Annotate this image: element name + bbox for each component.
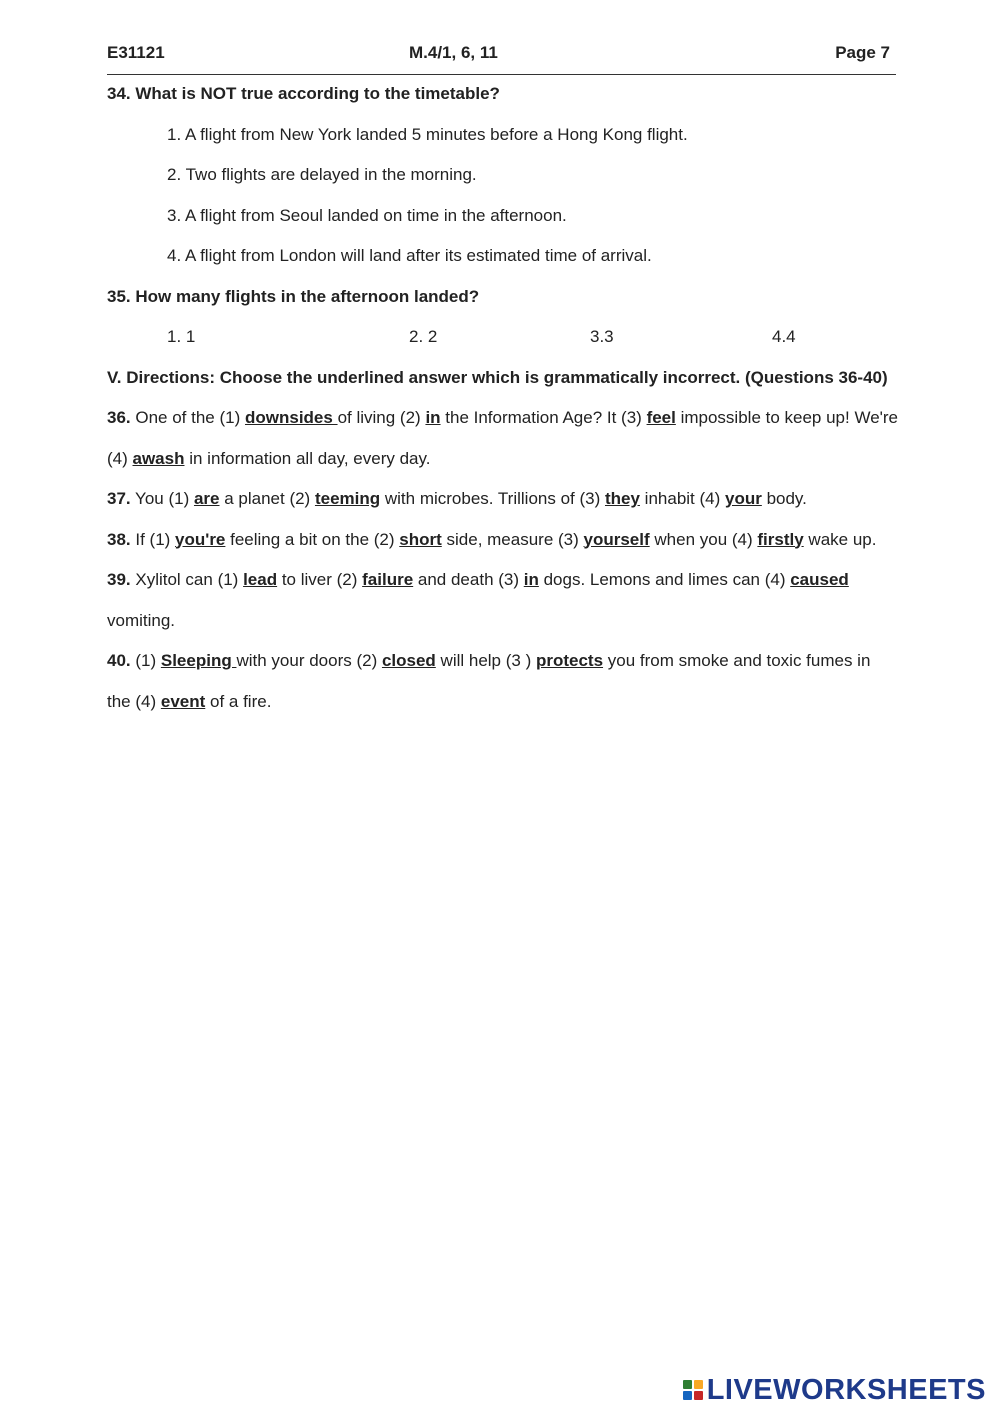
question-40-text-5: the (4) (107, 691, 161, 711)
question-40-text-1: (1) (130, 651, 161, 670)
question-37-text-5: body. (761, 489, 807, 508)
question-35-option-2: 2. 2 (409, 327, 438, 346)
question-39-line-1 (107, 566, 977, 607)
question-38-answer-1: you're (175, 529, 226, 549)
question-36-answer-2: in (425, 408, 441, 427)
question-36-line-1 (107, 404, 977, 445)
question-36-answer-4: awash (132, 448, 185, 468)
question-37-answer-3: they (604, 489, 640, 508)
logo-block-2 (694, 1380, 703, 1389)
question-39-number: 39. (107, 570, 131, 589)
page-header (107, 40, 896, 75)
question-34-option-4: 4. A flight from London will land after its estimated time of arrival. (167, 246, 652, 265)
question-38-text-2: feeling a bit on the (2) (225, 529, 400, 549)
section-5-directions: V. Directions: Choose the underlined answer which is grammatically incorrect. (Questions 36-40) (107, 367, 888, 387)
question-37 (107, 485, 977, 526)
brand-name: LIVEWORKSHEETS (706, 1373, 986, 1406)
question-37-text-4: inhabit (4) (639, 489, 725, 508)
question-39-answer-3: in (523, 570, 539, 589)
question-36-text-6: in information all day, every day. (184, 448, 431, 468)
logo-block-1 (683, 1380, 692, 1389)
question-34-option-2: 2. Two flights are delayed in the morning. (167, 165, 477, 184)
question-40-answer-4: event (160, 691, 206, 711)
question-37-answer-2: teeming (314, 489, 381, 508)
question-39-text-1: Xylitol can (1) (130, 570, 244, 589)
logo-blocks-icon (683, 1380, 703, 1400)
question-35-option-1: 1. 1 (167, 327, 196, 346)
question-38-answer-3: yourself (583, 529, 650, 549)
question-37-number: 37. (107, 489, 131, 508)
question-34-option-3: 3. A flight from Seoul landed on time in the afternoon. (167, 205, 567, 225)
question-37-text-3: with microbes. Trillions of (3) (380, 489, 605, 508)
question-38-text-3: side, measure (3) (441, 529, 584, 549)
question-38-number: 38. (107, 529, 131, 549)
question-39-answer-2: failure (362, 570, 414, 589)
page-number: Page 7 (835, 43, 890, 62)
question-38-text-1: If (1) (130, 529, 176, 549)
question-39-text-4: dogs. Lemons and limes can (4) (538, 570, 791, 589)
question-37-answer-4: your (725, 489, 762, 508)
question-40-text-3: will help (3 ) (435, 651, 536, 670)
logo-block-3 (683, 1391, 692, 1400)
question-38-answer-4: firstly (757, 529, 804, 549)
question-40-answer-1: Sleeping (160, 651, 237, 670)
logo-block-4 (694, 1391, 703, 1400)
question-40-number: 40. (107, 651, 131, 670)
question-39-text-2: to liver (2) (277, 570, 363, 589)
question-40-answer-3: protects (535, 651, 604, 670)
question-40-line-1 (107, 647, 977, 688)
class-list: M.4/1, 6, 11 (409, 43, 498, 62)
question-36-text-4: impossible to keep up! We're (675, 408, 899, 427)
question-36-answer-3: feel (646, 408, 676, 427)
question-37-text-2: a planet (2) (219, 489, 315, 508)
worksheet-content (107, 80, 977, 728)
question-35-title: 35. How many flights in the afternoon landed? (107, 286, 480, 306)
question-36-answer-1: downsides (244, 408, 338, 427)
question-36-text-1: One of the (1) (130, 408, 245, 427)
question-37-text-1: You (1) (130, 489, 194, 508)
question-38-answer-2: short (399, 529, 442, 549)
question-38 (107, 526, 977, 567)
question-35-option-4: 4.4 (772, 327, 796, 346)
course-code: E31121 (107, 43, 165, 62)
question-38-text-4: when you (4) (649, 529, 758, 549)
question-40-answer-2: closed (381, 651, 436, 670)
question-35-options (107, 323, 977, 364)
question-37-answer-1: are (193, 489, 220, 508)
question-34-title: 34. What is NOT true according to the timetable? (107, 84, 500, 103)
question-39-line-2: vomiting. (107, 610, 176, 630)
question-40-line-2 (107, 688, 977, 729)
question-36-number: 36. (107, 408, 131, 427)
question-39-answer-1: lead (243, 570, 278, 589)
question-36-text-5: (4) (107, 448, 133, 468)
question-40-text-2: with your doors (2) (236, 651, 382, 670)
question-34-option-1: 1. A flight from New York landed 5 minutes before a Hong Kong flight. (167, 124, 688, 144)
question-40-text-4: you from smoke and toxic fumes in (603, 651, 871, 670)
question-35-option-3: 3.3 (590, 327, 614, 346)
question-39-answer-4: caused (790, 570, 849, 589)
question-39-text-3: and death (3) (413, 570, 524, 589)
question-36-line-2 (107, 445, 977, 486)
question-36-text-3: the Information Age? It (3) (440, 408, 647, 427)
liveworksheets-logo (683, 1372, 986, 1408)
question-40-text-6: of a fire. (205, 691, 272, 711)
question-36-text-2: of living (2) (337, 408, 426, 427)
question-38-text-5: wake up. (803, 529, 877, 549)
